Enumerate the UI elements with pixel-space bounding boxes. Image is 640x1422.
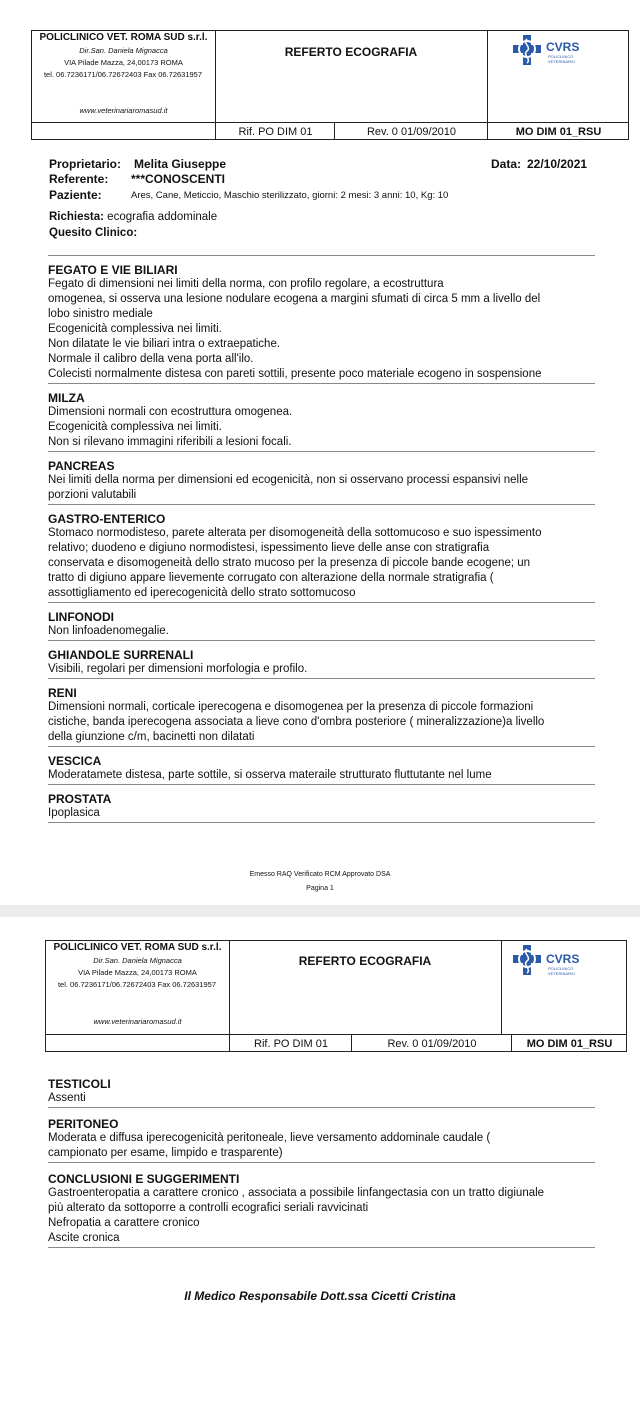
- signature: Il Medico Responsabile Dott.ssa Cicetti Cristina: [184, 1289, 456, 1303]
- logo-subtitle-1: POLICLINICO: [548, 54, 574, 59]
- section-line: Non dilatate le vie biliari intra o extraepatiche.: [48, 338, 281, 350]
- section-rule: [48, 784, 595, 785]
- section-line: Ecogenicità complessiva nei limiti.: [48, 421, 222, 433]
- section-title: CONCLUSIONI E SUGGERIMENTI: [48, 1172, 240, 1186]
- request-label: Richiesta:: [49, 211, 104, 223]
- section-line: assottigliamento ed iperecogenicità dello strato sottomucoso: [48, 587, 356, 599]
- referrer-label: Referente:: [49, 172, 109, 186]
- section-line: Nefropatia a carattere cronico: [48, 1217, 200, 1229]
- page-separator: [0, 905, 640, 917]
- cvrs-logo-icon: [512, 33, 542, 67]
- section-rule: [48, 640, 595, 641]
- logo-text: CVRS: [546, 40, 580, 54]
- section-line: Colecisti normalmente distesa con pareti sottili, presente poco materiale ecogeno in sospensione: [48, 368, 542, 380]
- report-title: REFERTO ECOGRAFIA: [284, 45, 418, 59]
- section-line: Stomaco normodisteso, parete alterata per disomogeneità della sottomucoso e suo ispessimento: [48, 527, 542, 539]
- section-rule: [48, 822, 595, 823]
- logo-subtitle-2: VETERINARIO: [548, 971, 576, 976]
- section-line: omogenea, si osserva una lesione nodulare ecogena a margini sfumati di circa 5 mm a livello del: [48, 293, 541, 305]
- section-title: GASTRO-ENTERICO: [48, 512, 166, 526]
- section-title: GHIANDOLE SURRENALI: [48, 648, 194, 662]
- rev-cell: Rev. 0 01/09/2010: [334, 123, 488, 140]
- logo-cell: [502, 941, 626, 1034]
- section-line: Nei limiti della norma per dimensioni ed ecogenicità, non si osservano processi espansivi nelle: [48, 474, 529, 486]
- section-title: RENI: [48, 686, 77, 700]
- section-line: Moderatamete distesa, parte sottile, si osserva materaile strutturato fluttutante nel lume: [48, 769, 492, 781]
- section-line: Gastroenteropatia a carattere cronico , associata a possibile linfangectasia con un tratto digiunale: [48, 1187, 545, 1199]
- report-page-2: [0, 917, 640, 1422]
- report-title: REFERTO ECOGRAFIA: [298, 954, 432, 968]
- ref-cell: Rif. PO DIM 01: [229, 1035, 352, 1052]
- patient-value: Ares, Cane, Meticcio, Maschio sterilizzato, giorni: 2 mesi: 3 anni: 10, Kg: 10: [131, 190, 449, 201]
- section-line: lobo sinistro mediale: [48, 308, 153, 320]
- report-header: [45, 940, 627, 1052]
- section-line: Ascite cronica: [48, 1232, 120, 1244]
- clinic-address: VIA Pilade Mazza, 24,00173 ROMA: [78, 968, 197, 977]
- section-title: MILZA: [48, 391, 85, 405]
- logo-text: CVRS: [546, 952, 580, 966]
- clinic-phone: tel. 06.7236171/06.72672403 Fax 06.72631957: [57, 980, 217, 989]
- clinic-phone: tel. 06.7236171/06.72672403 Fax 06.72631957: [43, 70, 203, 79]
- date-value: 22/10/2021: [527, 157, 588, 171]
- section-line: relativo; duodeno e digiuno normodistesi, ispessimento lieve delle anse con stratigrafia: [48, 542, 490, 554]
- section-line: conservata e disomogeneità dello strato mucoso per la presenza di piccole bande ecogene; un: [48, 557, 531, 569]
- clinic-name: POLICLINICO VET. ROMA SUD s.r.l.: [39, 32, 208, 43]
- clinic-website: www.veterinariaromasud.it: [93, 1017, 182, 1026]
- referrer-value: ***CONOSCENTI: [131, 172, 226, 186]
- section-line: Ecogenicità complessiva nei limiti.: [48, 323, 222, 335]
- clinic-address: VIA Pilade Mazza, 24,00173 ROMA: [64, 58, 183, 67]
- date-label: Data:: [491, 157, 522, 171]
- patient-label: Paziente:: [49, 188, 102, 202]
- section-line: Fegato di dimensioni nei limiti della norma, con profilo regolare, a ecostruttura: [48, 278, 444, 290]
- section-line: campionato per esame, limpido e trasparente): [48, 1147, 283, 1159]
- clinic-info-cell: [46, 941, 230, 1034]
- code-cell: MO DIM 01_RSU: [511, 1035, 627, 1052]
- section-title: PERITONEO: [48, 1117, 119, 1131]
- section-title: FEGATO E VIE BILIARI: [48, 263, 178, 277]
- rev-cell: Rev. 0 01/09/2010: [351, 1035, 512, 1052]
- section-line: Dimensioni normali con ecostruttura omogenea.: [48, 406, 293, 418]
- owner-label: Proprietario:: [49, 157, 122, 171]
- clinic-director: Dir.San. Daniela Mignacca: [79, 46, 168, 55]
- section-rule: [48, 451, 595, 452]
- section-line: Normale il calibro della vena porta all'ilo.: [48, 353, 254, 365]
- section-rule: [48, 383, 595, 384]
- report-header: [31, 30, 629, 140]
- report-title-cell: [229, 941, 502, 1034]
- section-rule: [48, 1162, 595, 1163]
- section-title: PANCREAS: [48, 459, 115, 473]
- report-title-cell: [215, 31, 488, 122]
- section-rule: [48, 1107, 595, 1108]
- clinic-info-cell: [32, 31, 216, 122]
- section-title: PROSTATA: [48, 792, 112, 806]
- section-title: TESTICOLI: [48, 1077, 111, 1091]
- section-line: Visibili, regolari per dimensioni morfologia e profilo.: [48, 663, 308, 675]
- section-line: cistiche, banda iperecogena associata a lieve cono d'ombra posteriore ( mineralizzazione)a livello: [48, 716, 545, 728]
- section-line: Moderata e diffusa iperecogenicità peritoneale, lieve versamento addominale caudale (: [48, 1132, 491, 1144]
- section-line: Non linfoadenomegalie.: [48, 625, 169, 637]
- footer-page-number: Pagina 1: [306, 885, 334, 892]
- section-line: tratto di digiuno appare lievemente corrugato con alterazione della normale stratigrafia (: [48, 572, 494, 584]
- clinic-website: www.veterinariaromasud.it: [79, 106, 168, 115]
- clinic-director: Dir.San. Daniela Mignacca: [93, 956, 182, 965]
- section-title: VESCICA: [48, 754, 102, 768]
- logo-subtitle-1: POLICLINICO: [548, 966, 574, 971]
- section-line: porzioni valutabili: [48, 489, 137, 501]
- logo-subtitle-2: VETERINARIO: [548, 59, 576, 64]
- section-rule: [48, 746, 595, 747]
- section-rule: [48, 678, 595, 679]
- request-value: ecografia addominale: [107, 211, 218, 223]
- owner-value: Melita Giuseppe: [134, 157, 227, 171]
- clinic-name: POLICLINICO VET. ROMA SUD s.r.l.: [53, 942, 222, 953]
- section-rule: [48, 602, 595, 603]
- logo-cell: [488, 31, 628, 122]
- section-line: della giunzione c/m, bacinetti non dilatati: [48, 731, 255, 743]
- section-rule: [48, 255, 595, 256]
- ref-cell: Rif. PO DIM 01: [215, 123, 335, 140]
- request-line: [49, 210, 217, 224]
- cvrs-logo-icon: [512, 943, 542, 977]
- section-title: LINFONODI: [48, 610, 114, 624]
- section-rule: [48, 1247, 595, 1248]
- header-ref-row: [32, 122, 628, 140]
- header-ref-row: [46, 1034, 626, 1052]
- section-line: Ipoplasica: [48, 807, 100, 819]
- section-line: Assenti: [48, 1092, 86, 1104]
- clinical-question-label: Quesito Clinico:: [49, 227, 138, 239]
- code-cell: MO DIM 01_RSU: [487, 123, 629, 140]
- footer-approval: Emesso RAQ Verificato RCM Approvato DSA: [249, 871, 391, 878]
- section-rule: [48, 504, 595, 505]
- section-line: Dimensioni normali, corticale iperecogena e disomogenea per la presenza di piccole formazioni: [48, 701, 534, 713]
- section-line: più alterato da sottoporre a controlli ecografici seriali ravvicinati: [48, 1202, 369, 1214]
- section-line: Non si rilevano immagini riferibili a lesioni focali.: [48, 436, 292, 448]
